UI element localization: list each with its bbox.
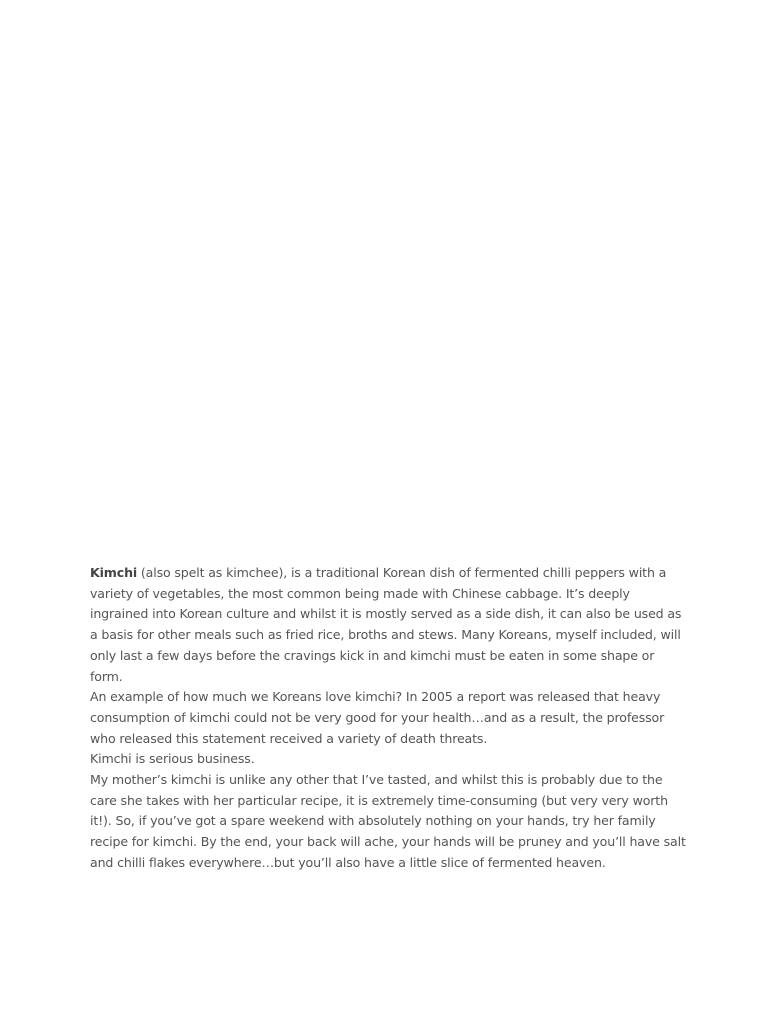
intro-paragraph: [90, 563, 690, 687]
intro-text: (also spelt as kimchee), is a traditional Korean dish of fermented chilli peppers with a variety of vegetables, the most common being made with Chinese cabbage. It’s deeply ingrained into Korean culture and whilst it is mostly served as a side dish, it can also be used as a basis for other meals such as fried rice, broths and stews. Many Koreans, myself included, will only last a few days before the cravings kick in and kimchi must be eaten in some shape or form.: [90, 565, 682, 684]
document-body: [90, 563, 690, 874]
kimchi-term: Kimchi: [90, 565, 138, 580]
paragraph-report: An example of how much we Koreans love kimchi? In 2005 a report was released that heavy consumption of kimchi could not be very good for your health…and as a result, the professor who released this statement received a variety of death threats.: [90, 689, 665, 746]
paragraph-serious-business: Kimchi is serious business.: [90, 751, 255, 767]
paragraph-mothers-kimchi: My mother’s kimchi is unlike any other that I’ve tasted, and whilst this is probably due to the care she takes with her particular recipe, it is extremely time-consuming (but very very worth it!). So, if you’ve got a spare weekend with absolutely nothing on your hands, try her family recipe for kimchi. By the end, your back will ache, your hands will be pruney and you’ll have salt and chilli flakes everywhere…but you’ll also have a little slice of fermented heaven.: [90, 772, 686, 870]
